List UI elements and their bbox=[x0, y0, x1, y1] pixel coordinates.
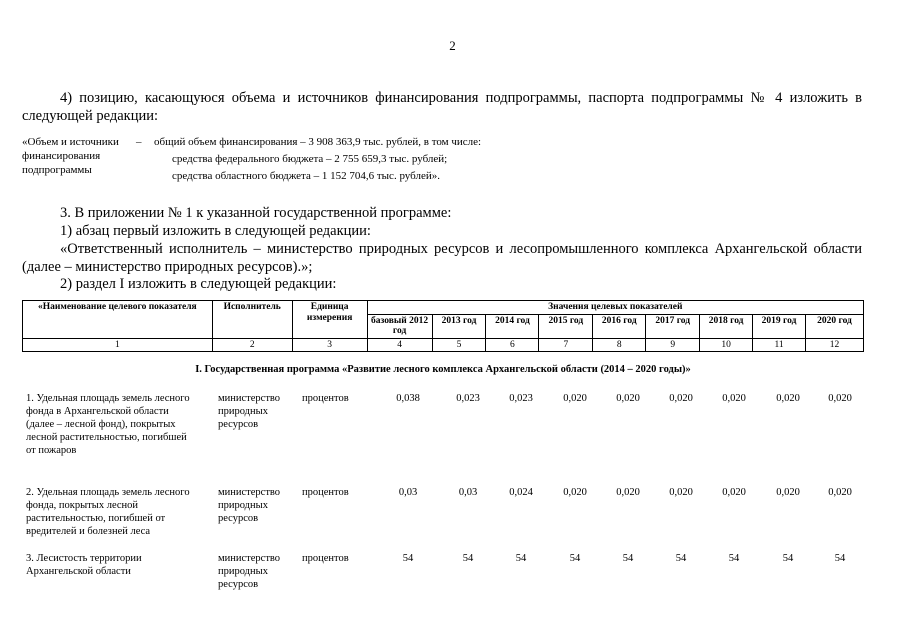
column-number: 9 bbox=[646, 338, 700, 352]
paragraph-item-3: 3. В приложении № 1 к указанной государственной программе: bbox=[60, 205, 452, 221]
header-year: 2018 год bbox=[700, 314, 753, 338]
paragraph-item-3-2: 2) раздел I изложить в следующей редакции: bbox=[60, 276, 337, 292]
section-title: I. Государственная программа «Развитие лесного комплекса Архангельской области (2014 – 2020 годы)» bbox=[195, 364, 691, 375]
indicator-value: 0,020 bbox=[669, 487, 693, 498]
indicator-value: 0,03 bbox=[398, 487, 418, 498]
indicator-value: 0,024 bbox=[509, 487, 533, 498]
column-number: 7 bbox=[539, 338, 593, 352]
indicator-value: 0,023 bbox=[509, 393, 533, 404]
header-year: 2019 год bbox=[753, 314, 806, 338]
indicator-value: 54 bbox=[782, 553, 794, 564]
indicators-table-header bbox=[22, 300, 864, 352]
header-year: 2017 год bbox=[646, 314, 700, 338]
indicator-value: 0,020 bbox=[669, 393, 693, 404]
passport-line-federal: средства федерального бюджета – 2 755 659,3 тыс. рублей; bbox=[172, 153, 448, 165]
indicator-value: 54 bbox=[675, 553, 687, 564]
passport-lines bbox=[154, 135, 574, 186]
column-number: 2 bbox=[212, 338, 292, 352]
indicator-exec: министерство природных ресурсов bbox=[218, 553, 281, 590]
indicator-value: 0,020 bbox=[722, 487, 746, 498]
indicator-unit: процентов bbox=[302, 553, 349, 564]
page-number: 2 bbox=[449, 38, 456, 53]
indicator-value: 0,020 bbox=[616, 393, 640, 404]
paragraph-quote: «Ответственный исполнитель – министерство природных ресурсов и лесопромышленного комплекса Архангельской области (далее – министерство природных ресурсов).»; bbox=[22, 241, 862, 275]
indicator-value: 0,020 bbox=[722, 393, 746, 404]
header-year: 2013 год bbox=[432, 314, 486, 338]
indicator-value: 54 bbox=[622, 553, 634, 564]
header-year: 2016 год bbox=[593, 314, 646, 338]
passport-line-regional: средства областного бюджета – 1 152 704,6 тыс. рублей». bbox=[172, 170, 440, 182]
column-number: 6 bbox=[486, 338, 539, 352]
indicator-value: 54 bbox=[728, 553, 740, 564]
indicator-value: 0,020 bbox=[776, 487, 800, 498]
column-number: 5 bbox=[432, 338, 486, 352]
indicator-exec: министерство природных ресурсов bbox=[218, 487, 281, 524]
indicator-value: 54 bbox=[834, 553, 846, 564]
indicator-value: 0,020 bbox=[616, 487, 640, 498]
indicator-unit: процентов bbox=[302, 393, 349, 404]
column-number: 1 bbox=[23, 338, 213, 352]
indicator-value: 54 bbox=[569, 553, 581, 564]
indicator-exec: министерство природных ресурсов bbox=[218, 393, 281, 430]
header-values: Значения целевых показателей bbox=[367, 301, 863, 315]
indicator-value: 54 bbox=[515, 553, 527, 564]
indicator-value: 0,023 bbox=[456, 393, 480, 404]
indicator-unit: процентов bbox=[302, 487, 349, 498]
header-year: базовый 2012 год bbox=[367, 314, 432, 338]
indicator-value: 0,020 bbox=[563, 487, 587, 498]
indicator-name: 2. Удельная площадь земель лесного фонда, покрытых лесной растительностью, погибшей от вредителей и болезней леса bbox=[26, 487, 190, 537]
indicator-value: 54 bbox=[402, 553, 414, 564]
indicator-value: 0,038 bbox=[396, 393, 420, 404]
column-number: 4 bbox=[367, 338, 432, 352]
column-number: 12 bbox=[806, 338, 864, 352]
header-unit: Единица измерения bbox=[292, 301, 367, 339]
header-exec: Исполнитель bbox=[212, 301, 292, 339]
column-number: 11 bbox=[753, 338, 806, 352]
header-name: «Наименование целевого показателя bbox=[23, 301, 213, 339]
passport-line-total: общий объем финансирования – 3 908 363,9 тыс. рублей, в том числе: bbox=[154, 136, 482, 148]
passport-dash: – bbox=[136, 136, 142, 148]
header-year: 2015 год bbox=[539, 314, 593, 338]
paragraph-item-3-1: 1) абзац первый изложить в следующей редакции: bbox=[60, 223, 371, 239]
passport-label: «Объем и источники финансирования подпрограммы bbox=[22, 136, 119, 176]
header-year: 2014 год bbox=[486, 314, 539, 338]
indicator-value: 54 bbox=[462, 553, 474, 564]
column-number: 10 bbox=[700, 338, 753, 352]
column-number: 3 bbox=[292, 338, 367, 352]
column-number: 8 bbox=[593, 338, 646, 352]
indicator-value: 0,03 bbox=[458, 487, 478, 498]
indicator-value: 0,020 bbox=[776, 393, 800, 404]
header-year: 2020 год bbox=[806, 314, 864, 338]
indicator-name: 1. Удельная площадь земель лесного фонда в Архангельской области (далее – лесной фонд), покрытых лесной растительностью, погибшей от пожаров bbox=[26, 393, 190, 456]
indicator-value: 0,020 bbox=[563, 393, 587, 404]
indicator-name: 3. Лесистость территории Архангельской области bbox=[26, 553, 142, 577]
indicator-value: 0,020 bbox=[828, 487, 852, 498]
paragraph-item-4: 4) позицию, касающуюся объема и источников финансирования подпрограммы, паспорта подпрограммы № 4 изложить в следующей редакции: bbox=[22, 90, 862, 124]
indicator-value: 0,020 bbox=[828, 393, 852, 404]
